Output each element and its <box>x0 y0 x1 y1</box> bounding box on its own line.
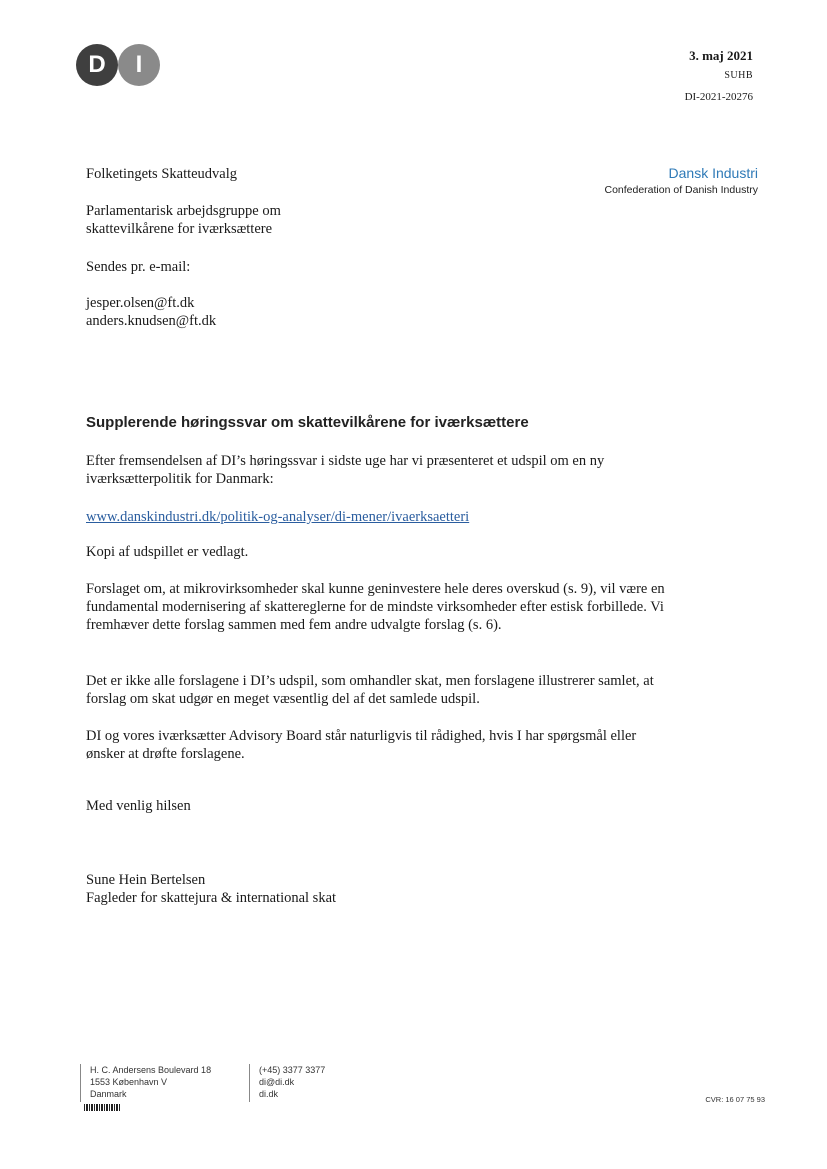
paragraph-board <box>86 727 676 763</box>
send-label: Sendes pr. e-mail: <box>86 259 191 275</box>
author-initials: SUHB <box>724 70 753 81</box>
logo-letter-i: I <box>118 44 160 86</box>
brand-subtitle: Confederation of Danish Industry <box>604 184 758 196</box>
link-paragraph <box>86 508 676 526</box>
footer-street: H. C. Andersens Boulevard 18 <box>90 1065 212 1075</box>
signer-title: Fagleder for skattejura & international skat <box>86 890 337 906</box>
footer-cvr: CVR: 16 07 75 93 <box>705 1095 765 1104</box>
brand-name: Dansk Industri <box>668 165 758 181</box>
paragraph-proposal-text: Forslaget om, at mikrovirksomheder skal kunne geninvestere hele deres overskud (s. 9), vil være en fundamental modernisering af skattereglerne for de mindste virksomheder efter estisk forbillede. Vi fremhæver dette forslag sammen med fem andre udvalgte forslag (s. 6). <box>86 581 665 633</box>
paragraph-board-text: DI og vores iværksætter Advisory Board står naturligvis til rådighed, hvis I har spørgsmål eller ønsker at drøfte forslagene. <box>86 728 637 762</box>
footer-divider <box>249 1064 250 1102</box>
recipient-line-1: Folketingets Skatteudvalg <box>86 166 238 182</box>
closing: Med venlig hilsen <box>86 798 191 814</box>
recipient-email-2[interactable]: anders.knudsen@ft.dk <box>86 313 217 329</box>
footer-address <box>90 1064 211 1100</box>
footer-divider <box>80 1064 81 1102</box>
footer-city: 1553 København V <box>90 1077 168 1087</box>
paragraph-copy-text: Kopi af udspillet er vedlagt. <box>86 544 249 560</box>
subject-heading: Supplerende høringssvar om skattevilkårene for iværksættere <box>86 414 529 431</box>
paragraph-intro-text: Efter fremsendelsen af DI’s høringssvar i sidste uge har vi præsenteret et udspil om en ny iværksætterpolitik for Danmark: <box>86 453 605 487</box>
paragraph-tax <box>86 672 676 708</box>
letter-date: 3. maj 2021 <box>689 48 753 63</box>
barcode-graphic <box>84 1104 120 1111</box>
reference-number: DI-2021-20276 <box>684 91 753 103</box>
footer-web[interactable]: di.dk <box>259 1089 279 1099</box>
paragraph-copy <box>86 543 676 561</box>
footer-contact <box>259 1064 325 1100</box>
recipient-line-3: skattevilkårene for iværksættere <box>86 221 273 237</box>
di-logo <box>76 44 162 86</box>
footer-phone: (+45) 3377 3377 <box>259 1065 326 1075</box>
paragraph-intro <box>86 452 676 488</box>
udspil-link[interactable]: www.danskindustri.dk/politik-og-analyser/di-mener/ivaerksaetteri <box>86 509 470 525</box>
recipient-line-2: Parlamentarisk arbejdsgruppe om <box>86 203 281 219</box>
footer-country: Danmark <box>90 1089 127 1099</box>
footer-email[interactable]: di@di.dk <box>259 1077 295 1087</box>
signer-name: Sune Hein Bertelsen <box>86 872 206 888</box>
logo-letter-d: D <box>76 44 118 86</box>
paragraph-tax-text: Det er ikke alle forslagene i DI’s udspil, som omhandler skat, men forslagene illustrerer samlet, at forslag om skat udgør en meget væsentlig del af det samlede udspil. <box>86 673 654 707</box>
paragraph-proposal <box>86 580 676 634</box>
recipient-email-1[interactable]: jesper.olsen@ft.dk <box>86 295 195 311</box>
